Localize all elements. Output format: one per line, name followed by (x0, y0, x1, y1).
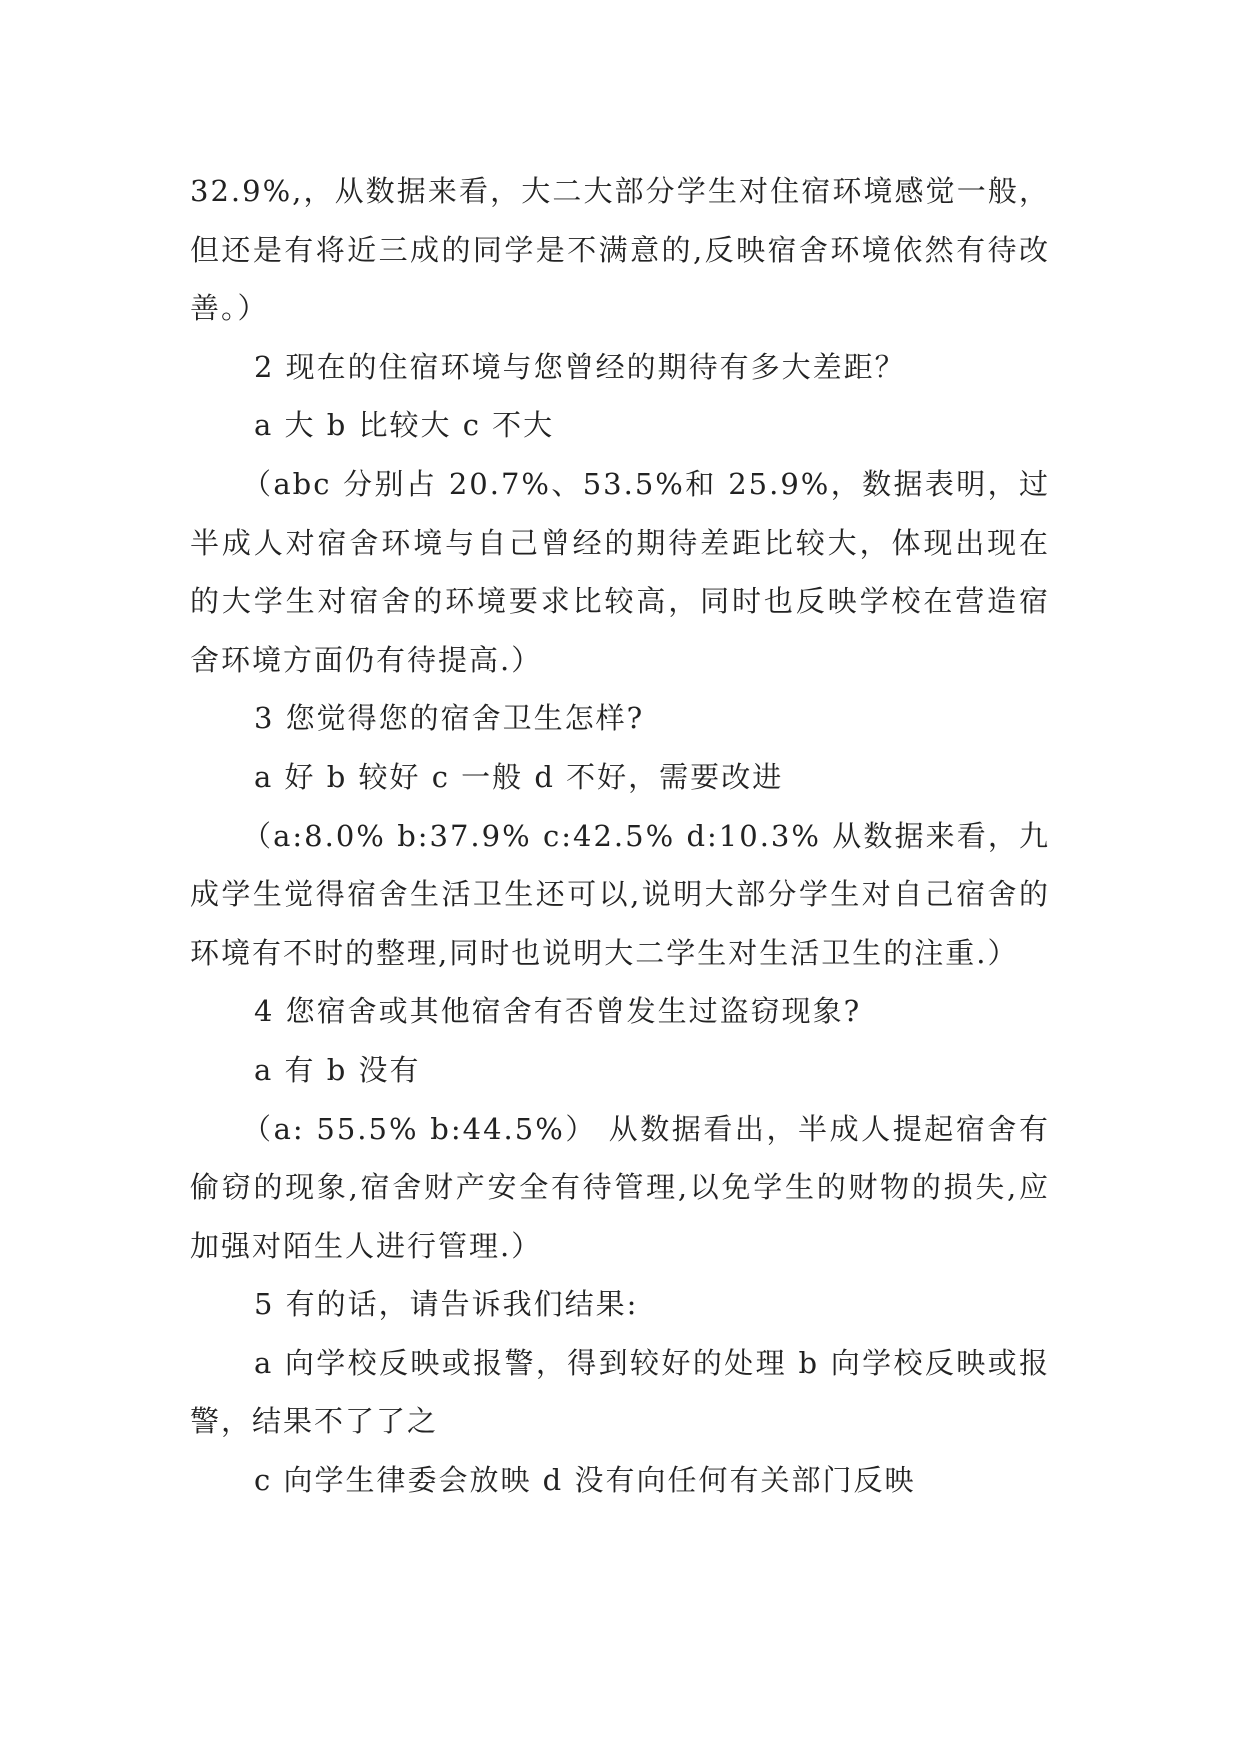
question-3-result: （a:8.0% b:37.9% c:42.5% d:10.3% 从数据来看，九成学生觉得宿舍生活卫生还可以,说明大部分学生对自己宿舍的环境有不时的整理,同时也说明大二学生对生活卫生的注重.） (190, 818, 1050, 970)
question-5-options-ab: a 向学校反映或报警，得到较好的处理 b 向学校反映或报警，结果不了了之 (190, 1345, 1050, 1439)
document-body (190, 162, 1050, 1510)
question-5-options-cd: c 向学生律委会放映 d 没有向任何有关部门反映 (254, 1463, 916, 1498)
question-4: 4 您宿舍或其他宿舍有否曾发生过盗窃现象? (254, 994, 862, 1029)
question-2-options: a 大 b 比较大 c 不大 (254, 408, 555, 443)
paragraph-survey-result-1-conclusion: 32.9%,，从数据来看，大二大部分学生对住宿环境感觉一般，但还是有将近三成的同学是不满意的,反映宿舍环境依然有待改善。） (190, 174, 1050, 326)
question-4-result: （a: 55.5% b:44.5%） 从数据看出，半成人提起宿舍有偷窃的现象,宿舍财产安全有待管理,以免学生的财物的损失,应加强对陌生人进行管理.） (190, 1111, 1050, 1263)
question-3-options: a 好 b 较好 c 一般 d 不好，需要改进 (254, 759, 784, 794)
question-5: 5 有的话，请告诉我们结果: (254, 1287, 639, 1322)
question-2: 2 现在的住宿环境与您曾经的期待有多大差距？ (254, 349, 906, 384)
question-3: 3 您觉得您的宿舍卫生怎样? (254, 701, 645, 736)
question-4-options: a 有 b 没有 (254, 1052, 421, 1087)
question-2-result: （abc 分别占 20.7%、53.5%和 25.9%，数据表明，过半成人对宿舍环境与自己曾经的期待差距比较大，体现出现在的大学生对宿舍的环境要求比较高，同时也反映学校在营造宿舍环境方面仍有待提高.） (190, 466, 1050, 677)
